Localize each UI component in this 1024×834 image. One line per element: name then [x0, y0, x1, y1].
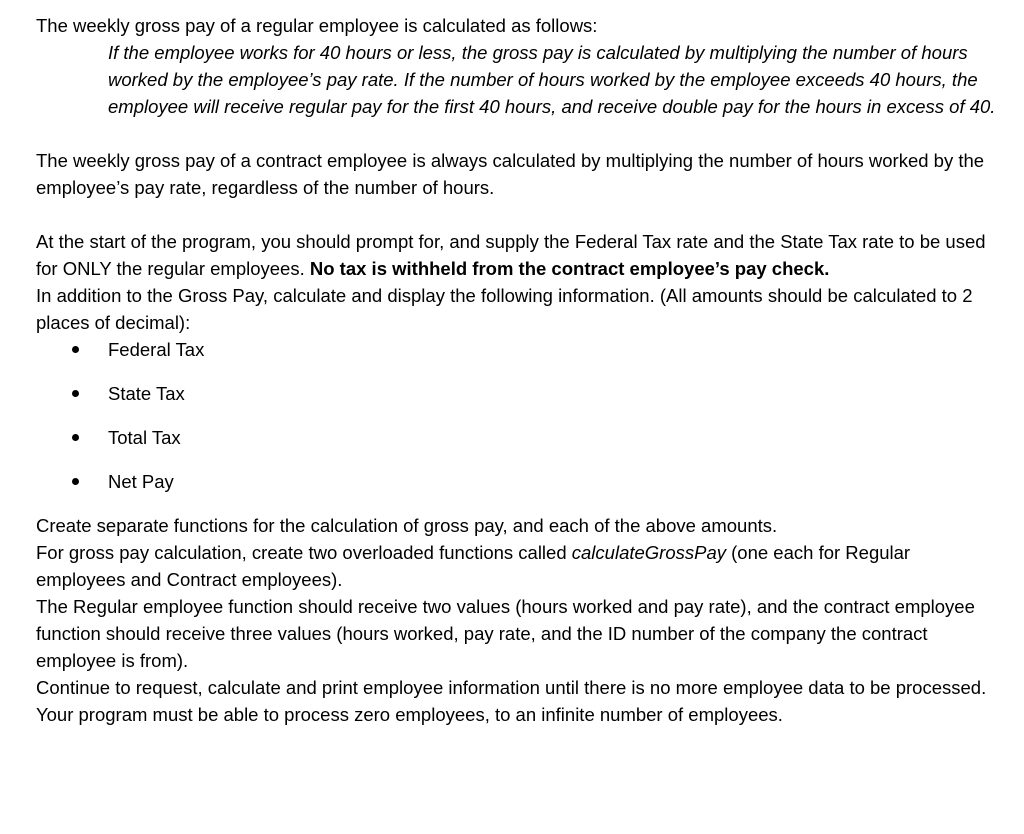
list-item	[36, 424, 996, 468]
list-item	[36, 380, 996, 424]
bullet-icon	[72, 390, 79, 397]
tax-text: At the start of the program, you should prompt for, and supply the Federal Tax rate and the State Tax rate to be used for ONLY the regular employees.	[36, 231, 986, 279]
list-item-label: Net Pay	[108, 471, 174, 492]
tax-bold-note: No tax is withheld from the contract employee’s pay check.	[309, 258, 830, 279]
function-name: calculateGrossPay	[571, 542, 726, 563]
params-paragraph: The Regular employee function should receive two values (hours worked and pay rate), and the contract employee function should receive three values (hours worked, pay rate, and the ID number of the company the contract employee is from).	[36, 596, 975, 671]
bullet-icon	[72, 478, 79, 485]
contract-paragraph: The weekly gross pay of a contract employee is always calculated by multiplying the number of hours worked by the employee’s pay rate, regardless of the number of hours.	[36, 150, 985, 198]
overload-text-pre: For gross pay calculation, create two overloaded functions called	[36, 542, 572, 563]
overload-text-post: (one each for Regular employees and Contract employees).	[36, 542, 911, 590]
list-item-label: State Tax	[108, 383, 185, 404]
list-item	[36, 468, 996, 512]
loop-paragraph: Continue to request, calculate and print employee information until there is no more employee data to be processed. Your program must be able to process zero employees, to an infinite number of employees.	[36, 677, 987, 725]
tax-paragraph	[36, 228, 996, 282]
bullet-icon	[72, 346, 79, 353]
overload-paragraph	[36, 539, 996, 593]
additional-paragraph: In addition to the Gross Pay, calculate and display the following information. (All amounts should be calculated to 2 places of decimal):	[36, 285, 973, 333]
list-item	[36, 336, 996, 380]
list-item-label: Total Tax	[108, 427, 181, 448]
bullet-icon	[72, 434, 79, 441]
regular-rule: If the employee works for 40 hours or less, the gross pay is calculated by multiplying the number of hours worked by the employee’s pay rate. If the number of hours worked by the employee exceeds 40 hours, the employee will receive regular pay for the first 40 hours, and receive double pay for the hours in excess of 40.	[108, 42, 996, 117]
regular-intro: The weekly gross pay of a regular employee is calculated as follows:	[36, 15, 598, 36]
separate-functions-paragraph: Create separate functions for the calculation of gross pay, and each of the above amounts.	[36, 515, 778, 536]
list-item-label: Federal Tax	[108, 339, 205, 360]
document-page	[36, 12, 996, 728]
amounts-list	[36, 336, 996, 512]
